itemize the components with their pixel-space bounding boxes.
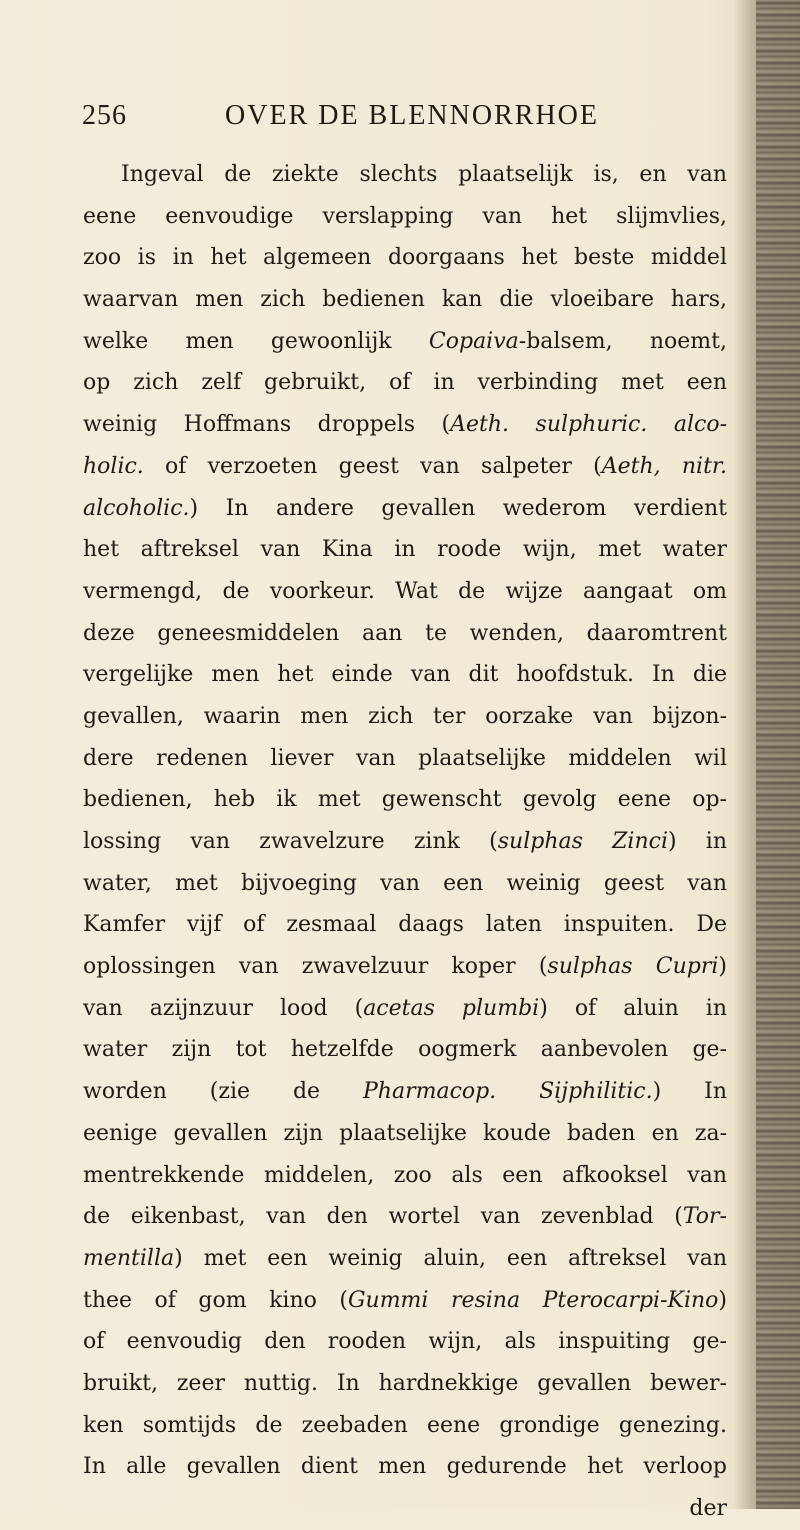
text-line: weinig Hoffmans droppels (Aeth. sulphuric. alco- — [83, 412, 727, 438]
text-line: waarvan men zich bedienen kan die vloeibare hars, — [83, 287, 727, 313]
page-number: 256 — [82, 100, 127, 131]
text-line: gevallen, waarin men zich ter oorzake van bijzon- — [83, 703, 727, 729]
text-line: oplossingen van zwavelzuur koper (sulphas Cupri) — [83, 954, 727, 980]
text-line: op zich zelf gebruikt, of in verbinding met een — [83, 370, 727, 396]
text-line: mentrekkende middelen, zoo als een afkooksel van — [83, 1162, 727, 1188]
page-edge-stack — [756, 0, 800, 1509]
text-line: water, met bijvoeging van een weinig geest van — [83, 870, 727, 896]
text-line: eenige gevallen zijn plaatselijke koude baden en za- — [83, 1120, 727, 1146]
text-line: bruikt, zeer nuttig. In hardnekkige gevallen bewer- — [83, 1370, 727, 1396]
text-line: In alle gevallen dient men gedurende het verloop — [83, 1454, 727, 1480]
text-line: ken somtijds de zeebaden eene grondige genezing. — [83, 1412, 727, 1438]
text-line: de eikenbast, van den wortel van zevenblad (Tor- — [83, 1204, 727, 1230]
text-line: het aftreksel van Kina in roode wijn, met water — [83, 537, 727, 563]
text-line: vergelijke men het einde van dit hoofdstuk. In die — [83, 662, 727, 688]
text-line: Kamfer vijf of zesmaal daags laten inspuiten. De — [83, 912, 727, 938]
text-line: of eenvoudig den rooden wijn, als inspuiting ge- — [83, 1329, 727, 1355]
text-line: welke men gewoonlijk Copaiva-balsem, noemt, — [83, 328, 727, 354]
text-line: alcoholic.) In andere gevallen wederom verdient — [83, 495, 727, 521]
page-fold-shadow — [734, 0, 756, 1509]
text-line: van azijnzuur lood (acetas plumbi) of aluin in — [83, 995, 727, 1021]
text-line: holic. of verzoeten geest van salpeter (Aeth, nitr. — [83, 453, 728, 479]
running-title: OVER DE BLENNORRHOE — [225, 100, 599, 131]
text-line: vermengd, de voorkeur. Wat de wijze aangaat om — [83, 578, 727, 604]
text-line: thee of gom kino (Gummi resina Pterocarpi-Kino) — [83, 1287, 727, 1313]
text-line: Ingeval de ziekte slechts plaatselijk is, en van — [121, 162, 727, 187]
running-header — [82, 100, 742, 140]
text-line: water zijn tot hetzelfde oogmerk aanbevolen ge- — [83, 1037, 727, 1063]
catchword: der — [689, 1496, 727, 1521]
text-line: worden (zie de Pharmacop. Sijphilitic.) In — [83, 1079, 727, 1105]
text-line: mentilla) met een weinig aluin, een aftreksel van — [83, 1245, 727, 1271]
text-line: zoo is in het algemeen doorgaans het beste middel — [83, 245, 727, 271]
text-line: dere redenen liever van plaatselijke middelen wil — [83, 745, 727, 771]
text-line: lossing van zwavelzure zink (sulphas Zinci) in — [83, 829, 728, 854]
body-text — [83, 154, 727, 1530]
text-line: eene eenvoudige verslapping van het slijmvlies, — [83, 203, 727, 229]
text-line: bedienen, heb ik met gewenscht gevolg eene op- — [83, 787, 727, 813]
text-line: deze geneesmiddelen aan te wenden, daaromtrent — [83, 620, 727, 646]
